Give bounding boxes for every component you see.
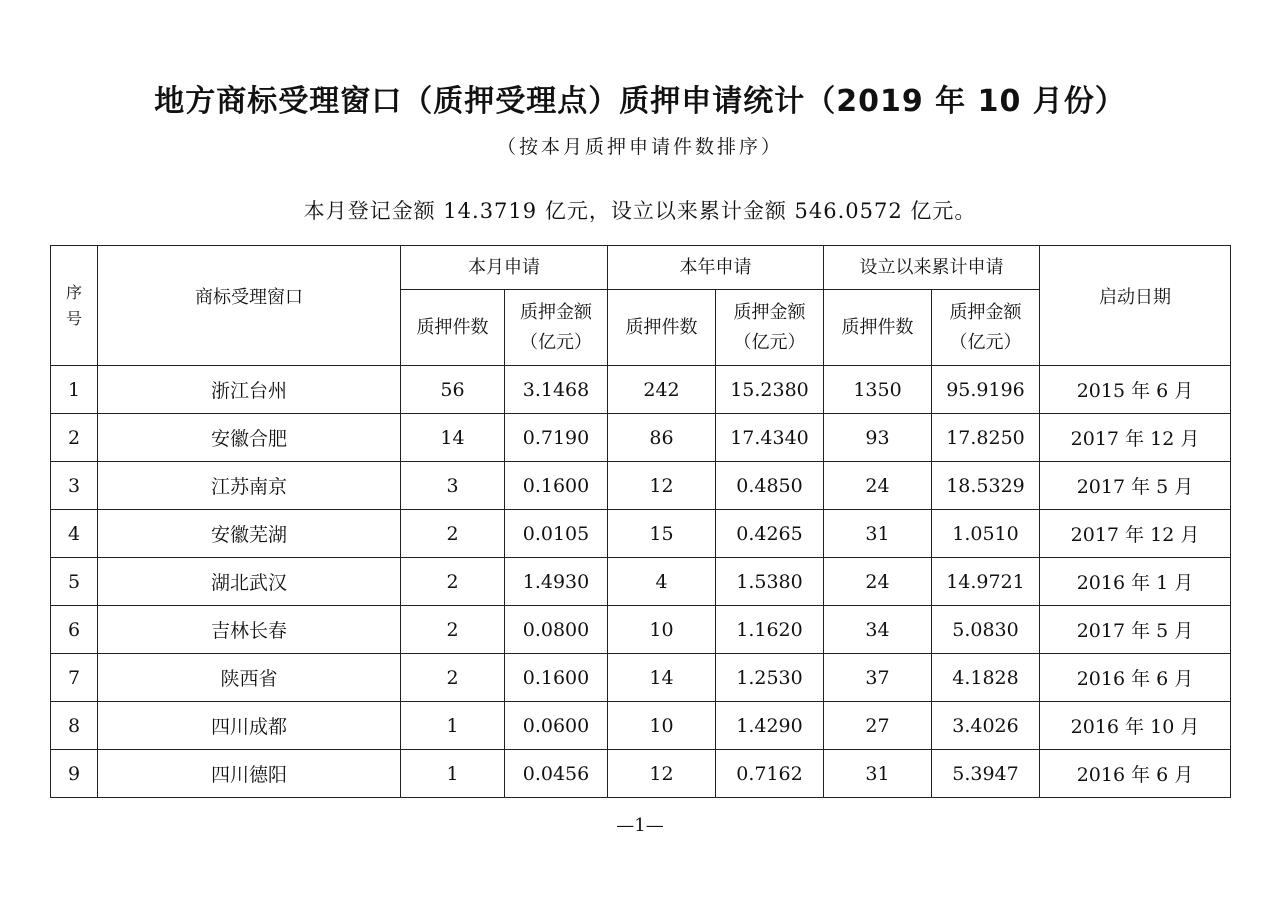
cell-year-amount: 1.2530 xyxy=(716,654,824,702)
cell-month-count: 14 xyxy=(401,414,505,462)
cell-month-count: 3 xyxy=(401,462,505,510)
table-row xyxy=(51,510,1231,558)
cell-total-amount: 14.9721 xyxy=(932,558,1040,606)
header-start-date: 启动日期 xyxy=(1040,246,1231,366)
cell-index: 9 xyxy=(51,750,98,798)
cell-month-count: 1 xyxy=(401,702,505,750)
table-header xyxy=(51,246,1231,366)
cell-year-amount: 17.4340 xyxy=(716,414,824,462)
cell-year-amount: 1.5380 xyxy=(716,558,824,606)
cell-index: 4 xyxy=(51,510,98,558)
cell-total-amount: 3.4026 xyxy=(932,702,1040,750)
cell-window: 浙江台州 xyxy=(98,366,401,414)
cell-window: 安徽芜湖 xyxy=(98,510,401,558)
header-amount-line1: 质押金额 xyxy=(733,301,806,323)
cell-total-amount: 95.9196 xyxy=(932,366,1040,414)
cell-month-count: 1 xyxy=(401,750,505,798)
table-body xyxy=(51,366,1231,798)
header-year-amount xyxy=(716,290,824,366)
cell-month-amount: 0.1600 xyxy=(505,654,608,702)
cell-start-date: 2016 年 6 月 xyxy=(1040,654,1231,702)
cell-total-amount: 1.0510 xyxy=(932,510,1040,558)
cell-index: 6 xyxy=(51,606,98,654)
cell-start-date: 2016 年 10 月 xyxy=(1040,702,1231,750)
header-total-amount xyxy=(932,290,1040,366)
header-amount-line2: （亿元） xyxy=(733,331,806,353)
cell-year-count: 86 xyxy=(608,414,716,462)
cell-total-count: 31 xyxy=(824,750,932,798)
cell-year-amount: 0.4850 xyxy=(716,462,824,510)
cell-month-count: 2 xyxy=(401,654,505,702)
cell-total-amount: 18.5329 xyxy=(932,462,1040,510)
cell-index: 1 xyxy=(51,366,98,414)
header-year-group: 本年申请 xyxy=(608,246,824,290)
table-row xyxy=(51,414,1231,462)
cell-year-amount: 1.1620 xyxy=(716,606,824,654)
cell-window: 江苏南京 xyxy=(98,462,401,510)
table-row xyxy=(51,558,1231,606)
cell-month-count: 56 xyxy=(401,366,505,414)
header-month-count: 质押件数 xyxy=(401,290,505,366)
page-number: —1— xyxy=(616,815,664,836)
cell-total-amount: 4.1828 xyxy=(932,654,1040,702)
header-row-1 xyxy=(51,246,1231,290)
cell-total-count: 27 xyxy=(824,702,932,750)
summary-text: 本月登记金额 14.3719 亿元，设立以来累计金额 546.0572 亿元。 xyxy=(303,199,977,223)
cell-start-date: 2017 年 5 月 xyxy=(1040,606,1231,654)
cell-month-amount: 0.1600 xyxy=(505,462,608,510)
cell-index: 7 xyxy=(51,654,98,702)
cell-year-count: 14 xyxy=(608,654,716,702)
cell-total-count: 24 xyxy=(824,558,932,606)
cell-month-amount: 0.0600 xyxy=(505,702,608,750)
cell-total-count: 1350 xyxy=(824,366,932,414)
cell-year-count: 242 xyxy=(608,366,716,414)
table-row xyxy=(51,366,1231,414)
cell-index: 5 xyxy=(51,558,98,606)
cell-year-amount: 0.4265 xyxy=(716,510,824,558)
cell-year-count: 12 xyxy=(608,750,716,798)
cell-year-amount: 0.7162 xyxy=(716,750,824,798)
cell-year-count: 15 xyxy=(608,510,716,558)
header-amount-line1: 质押金额 xyxy=(520,301,592,323)
cell-window: 四川德阳 xyxy=(98,750,401,798)
cell-window: 陕西省 xyxy=(98,654,401,702)
header-amount-line2: （亿元） xyxy=(949,331,1022,353)
table-row xyxy=(51,462,1231,510)
cell-index: 3 xyxy=(51,462,98,510)
cell-start-date: 2017 年 12 月 xyxy=(1040,510,1231,558)
cell-total-count: 93 xyxy=(824,414,932,462)
cell-start-date: 2017 年 12 月 xyxy=(1040,414,1231,462)
cell-start-date: 2016 年 6 月 xyxy=(1040,750,1231,798)
cell-total-count: 34 xyxy=(824,606,932,654)
cell-start-date: 2017 年 5 月 xyxy=(1040,462,1231,510)
cell-window: 四川成都 xyxy=(98,702,401,750)
cell-month-count: 2 xyxy=(401,558,505,606)
table-row xyxy=(51,654,1231,702)
cell-year-count: 10 xyxy=(608,702,716,750)
cell-total-amount: 5.3947 xyxy=(932,750,1040,798)
cell-month-count: 2 xyxy=(401,510,505,558)
cell-month-amount: 0.7190 xyxy=(505,414,608,462)
cell-window: 湖北武汉 xyxy=(98,558,401,606)
document-title: 地方商标受理窗口（质押受理点）质押申请统计（2019 年 10 月份） xyxy=(154,84,1126,119)
header-year-count: 质押件数 xyxy=(608,290,716,366)
table-row xyxy=(51,606,1231,654)
cell-month-amount: 0.0105 xyxy=(505,510,608,558)
cell-month-count: 2 xyxy=(401,606,505,654)
cell-start-date: 2015 年 6 月 xyxy=(1040,366,1231,414)
cell-month-amount: 1.4930 xyxy=(505,558,608,606)
header-month-group: 本月申请 xyxy=(401,246,608,290)
cell-month-amount: 0.0456 xyxy=(505,750,608,798)
document-subtitle: （按本月质押申请件数排序） xyxy=(496,136,783,158)
header-amount-line1: 质押金额 xyxy=(949,301,1022,323)
header-amount-line2: （亿元） xyxy=(520,331,592,353)
cell-total-count: 37 xyxy=(824,654,932,702)
cell-total-amount: 17.8250 xyxy=(932,414,1040,462)
cell-total-count: 31 xyxy=(824,510,932,558)
cell-window: 吉林长春 xyxy=(98,606,401,654)
cell-index: 8 xyxy=(51,702,98,750)
table-row xyxy=(51,750,1231,798)
cell-total-amount: 5.0830 xyxy=(932,606,1040,654)
cell-year-count: 10 xyxy=(608,606,716,654)
cell-index: 2 xyxy=(51,414,98,462)
cell-month-amount: 3.1468 xyxy=(505,366,608,414)
cell-window: 安徽合肥 xyxy=(98,414,401,462)
header-total-group: 设立以来累计申请 xyxy=(824,246,1040,290)
cell-year-count: 12 xyxy=(608,462,716,510)
cell-year-count: 4 xyxy=(608,558,716,606)
header-window: 商标受理窗口 xyxy=(98,246,401,366)
cell-start-date: 2016 年 1 月 xyxy=(1040,558,1231,606)
header-index: 序号 xyxy=(51,246,98,366)
header-month-amount xyxy=(505,290,608,366)
header-total-count: 质押件数 xyxy=(824,290,932,366)
cell-month-amount: 0.0800 xyxy=(505,606,608,654)
cell-year-amount: 15.2380 xyxy=(716,366,824,414)
cell-total-count: 24 xyxy=(824,462,932,510)
pledge-statistics-table xyxy=(50,245,1231,798)
table-row xyxy=(51,702,1231,750)
cell-year-amount: 1.4290 xyxy=(716,702,824,750)
